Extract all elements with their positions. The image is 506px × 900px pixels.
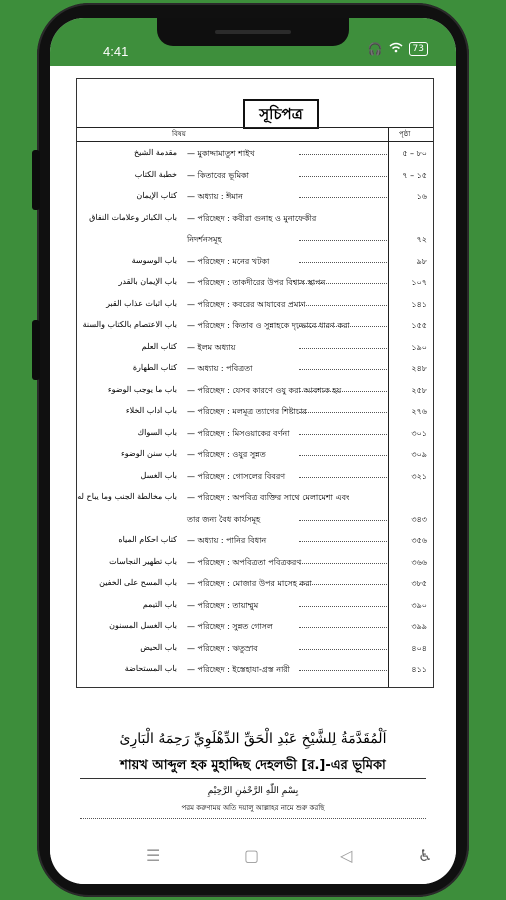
arabic-chapter-title: مقدمة الشيخ xyxy=(133,148,177,157)
recents-icon[interactable]: ☰ xyxy=(146,846,161,865)
bengali-chapter-title: — পরিচ্ছেদ : অপবিত্রতা পবিত্রকরণ xyxy=(187,557,302,567)
index-row xyxy=(77,145,433,163)
leader-dots xyxy=(299,283,387,284)
page-number: ৪০৪ xyxy=(411,643,427,653)
home-icon[interactable]: ▢ xyxy=(244,846,260,865)
arabic-chapter-title: باب تطهير النجاسات xyxy=(109,556,177,566)
leader-dots xyxy=(299,477,387,478)
leader-dots xyxy=(299,305,387,306)
arabic-chapter-title: باب الحيض xyxy=(140,642,177,652)
index-row xyxy=(77,597,433,615)
page-number: ১৪১ xyxy=(411,299,427,309)
bengali-chapter-title: — পরিচ্ছেদ : ঋতুস্রাব xyxy=(187,643,258,653)
bengali-chapter-title: — পরিচ্ছেদ : তায়াম্মুম xyxy=(187,600,259,610)
navigation-bar xyxy=(50,836,456,884)
index-row xyxy=(77,210,433,228)
leader-dots xyxy=(299,455,387,456)
index-row xyxy=(77,253,433,271)
leader-dots xyxy=(299,649,387,650)
page-number: ২৭৬ xyxy=(411,407,427,416)
leader-dots xyxy=(299,348,387,349)
header-page: পৃষ্ঠা xyxy=(399,130,411,138)
leader-dots xyxy=(299,541,387,542)
arabic-chapter-title: باب المسح على الخفين xyxy=(99,578,177,587)
bengali-chapter-title: — পরিচ্ছেদ : তাকদীরের উপর বিশ্বাস স্থাপন xyxy=(187,278,326,287)
leader-dots xyxy=(299,670,387,671)
bismillah-text: بِسْمِ اللّٰهِ الرَّحْمٰنِ الرَّحِيْمِ xyxy=(207,786,299,796)
bengali-chapter-title: — পরিচ্ছেদ : মোজার উপর মাসেহ করা xyxy=(187,579,312,588)
index-row xyxy=(77,360,433,378)
page-number: ৭ – ১৫ xyxy=(402,170,427,180)
bengali-chapter-title: — পরিচ্ছেদ : কিতাব ও সুন্নাহকে দৃঢ়ভাবে ধারণ করা xyxy=(187,321,350,330)
arabic-chapter-title: خطبة الكتاب xyxy=(134,169,177,179)
page-number: ৩২১ xyxy=(411,471,427,481)
bengali-chapter-title: — পরিচ্ছেদ : সুন্নত গোসল xyxy=(187,622,273,631)
arabic-chapter-title: باب الإيمان بالقدر xyxy=(118,277,177,286)
leader-dots xyxy=(299,240,387,241)
index-row xyxy=(77,640,433,658)
index-row xyxy=(77,532,433,550)
leader-dots xyxy=(299,391,387,392)
arabic-chapter-title: باب المستحاضة xyxy=(124,664,177,673)
arabic-chapter-title: باب الاعتصام بالكتاب والسنة xyxy=(82,320,177,329)
bengali-chapter-title: — মুকাদ্দামাতুশ শাইখ xyxy=(187,149,255,158)
arabic-chapter-title: كتاب الإيمان xyxy=(136,191,177,200)
bengali-chapter-title: — অধ্যায় : ঈমান xyxy=(187,192,243,201)
index-row xyxy=(77,403,433,421)
bengali-chapter-title: — পরিচ্ছেদ : কবরের আযাবের প্রমাণ xyxy=(187,299,306,309)
page-number: ৩৫৬ xyxy=(411,536,427,545)
leader-dots xyxy=(299,176,387,177)
page-number: ৩৪৩ xyxy=(411,514,427,524)
index-row xyxy=(77,575,433,593)
arabic-chapter-title: كتاب العلم xyxy=(141,341,177,351)
bengali-chapter-title: — পরিচ্ছেদ : কবীরা গুনাহ ও মুনাফেকীর xyxy=(187,213,317,223)
header-top-rule xyxy=(77,127,433,128)
leader-dots xyxy=(299,197,387,198)
page-number: ১৯০ xyxy=(411,342,427,352)
index-row xyxy=(77,661,433,679)
bengali-chapter-title: — অধ্যায় : পবিত্রতা xyxy=(187,364,253,373)
bismillah-translation: পরম করুণাময় অতি দয়ালু আল্লাহর নামে শুরু করছি xyxy=(181,804,325,812)
page-number: ৩৮৫ xyxy=(411,579,427,588)
bengali-chapter-title: — পরিচ্ছেদ : যেসব কারণে ওযু করা আবশ্যক হয় xyxy=(187,385,342,395)
leader-dots xyxy=(299,520,387,521)
bengali-chapter-title: — পরিচ্ছেদ : মিসওয়াকের বর্ণনা xyxy=(187,428,290,438)
volume-button xyxy=(32,150,40,210)
arabic-chapter-title: باب ما يوجب الوضوء xyxy=(107,384,177,394)
page-number: ৫ – ৮০ xyxy=(402,149,427,158)
bengali-chapter-title: — পরিচ্ছেদ : অপবিত্র ব্যক্তির সাথে মেলামেশা এবং xyxy=(187,493,350,502)
leader-dots xyxy=(299,154,387,155)
index-row xyxy=(77,425,433,443)
page-number: ৯৮ xyxy=(416,256,427,266)
arabic-chapter-title: باب السواك xyxy=(137,427,177,437)
index-row xyxy=(77,317,433,335)
arabic-chapter-title: باب الكبائر وعلامات النفاق xyxy=(89,212,177,222)
arabic-chapter-title: باب الغسل xyxy=(140,470,177,480)
index-row xyxy=(77,554,433,572)
bengali-chapter-title: — পরিচ্ছেদ : ওযুর সুন্নত xyxy=(187,450,266,459)
bengali-chapter-title: নিদর্শনসমূহ xyxy=(187,235,222,244)
arabic-chapter-title: باب الوسوسة xyxy=(131,255,177,265)
index-row xyxy=(77,274,433,292)
bengali-chapter-title: — ইলম অধ্যায় xyxy=(187,342,236,352)
index-row xyxy=(77,339,433,357)
index-row xyxy=(77,468,433,486)
accessibility-icon[interactable]: ♿ xyxy=(418,846,433,865)
arabic-chapter-title: كتاب الطهارة xyxy=(132,363,177,372)
index-page xyxy=(76,78,434,688)
bengali-chapter-title: — কিতাবের ভূমিকা xyxy=(187,170,249,180)
page-number: ৩৬৬ xyxy=(411,557,427,567)
arabic-chapter-title: كتاب احكام المياه xyxy=(118,535,177,544)
page-title: সূচিপত্র xyxy=(243,99,319,129)
status-time: 4:41 xyxy=(103,44,129,59)
leader-dots xyxy=(299,326,387,327)
bengali-chapter-title: তার জন্য বৈধ কার্যসমূহ xyxy=(187,514,261,524)
index-row xyxy=(77,296,433,314)
bengali-chapter-title: — পরিচ্ছেদ : মনের খটকা xyxy=(187,256,270,266)
header-subject: বিষয় xyxy=(172,130,186,138)
bengali-chapter-title: — অধ্যায় : পানির বিধান xyxy=(187,536,267,545)
dotted-divider xyxy=(80,818,426,819)
arabic-chapter-title: باب مخالطة الجنب وما يباح له xyxy=(77,492,177,501)
leader-dots xyxy=(299,606,387,607)
leader-dots xyxy=(299,412,387,413)
arabic-chapter-title: باب اداب الخلاء xyxy=(125,406,177,415)
arabic-chapter-title: باب التيمم xyxy=(142,599,177,609)
bengali-heading: শায়খ আব্দুল হক মুহাদ্দিছ দেহলভী [র.]-এর ভূমিকা xyxy=(120,758,386,773)
page-number: ৪১১ xyxy=(411,665,427,674)
page-number: ৭২ xyxy=(416,235,427,244)
leader-dots xyxy=(299,262,387,263)
index-row xyxy=(77,231,433,249)
headphone-icon: 🎧 xyxy=(367,42,383,56)
back-icon[interactable]: ◁ xyxy=(340,846,353,865)
index-row xyxy=(77,167,433,185)
index-row xyxy=(77,446,433,464)
bengali-chapter-title: — পরিচ্ছেদ : ইস্তেহাযা-গ্রস্ত নারী xyxy=(187,665,290,674)
arabic-chapter-title: باب الغسل المسنون xyxy=(109,621,177,630)
index-row xyxy=(77,382,433,400)
page-number: ৩৯০ xyxy=(411,600,427,610)
page-number: ১৬ xyxy=(416,192,427,201)
arabic-chapter-title: باب سنن الوضوء xyxy=(121,449,177,458)
camera-notch xyxy=(157,18,349,46)
leader-dots xyxy=(299,369,387,370)
leader-dots xyxy=(299,434,387,435)
page-number: ৩৯৯ xyxy=(411,622,427,631)
arabic-chapter-title: باب اثبات عذاب القبر xyxy=(106,298,177,308)
leader-dots xyxy=(299,584,387,585)
index-row xyxy=(77,188,433,206)
index-row xyxy=(77,489,433,507)
page-number: ১০৭ xyxy=(411,278,427,287)
bengali-chapter-title: — পরিচ্ছেদ : মলমূত্র ত্যাগের শিষ্টাচার xyxy=(187,407,307,416)
index-row xyxy=(77,511,433,529)
arabic-heading: اَلْمُقَدَّمَةُ لِلشَّيْخِ عَبْدِ الْحَقِّ الدِّهْلَوِيِّ رَحِمَهُ الْبَارِئ xyxy=(119,731,387,747)
heading-rule xyxy=(80,778,426,779)
book-page-view[interactable] xyxy=(50,66,456,836)
page-number: ৩০৯ xyxy=(411,450,427,459)
bengali-chapter-title: — পরিচ্ছেদ : গোসলের বিবরণ xyxy=(187,471,286,481)
leader-dots xyxy=(299,627,387,628)
wifi-icon xyxy=(389,42,403,56)
header-bottom-rule xyxy=(77,141,433,142)
screen xyxy=(50,18,456,884)
page-number: ২৫৮ xyxy=(411,385,427,395)
battery-icon: 73 xyxy=(409,42,428,56)
page-number: ৩০১ xyxy=(411,428,427,438)
page-number: ১৫৫ xyxy=(411,321,427,330)
index-row xyxy=(77,618,433,636)
page-number: ২৪৮ xyxy=(411,364,427,373)
power-button xyxy=(32,320,40,380)
leader-dots xyxy=(299,563,387,564)
